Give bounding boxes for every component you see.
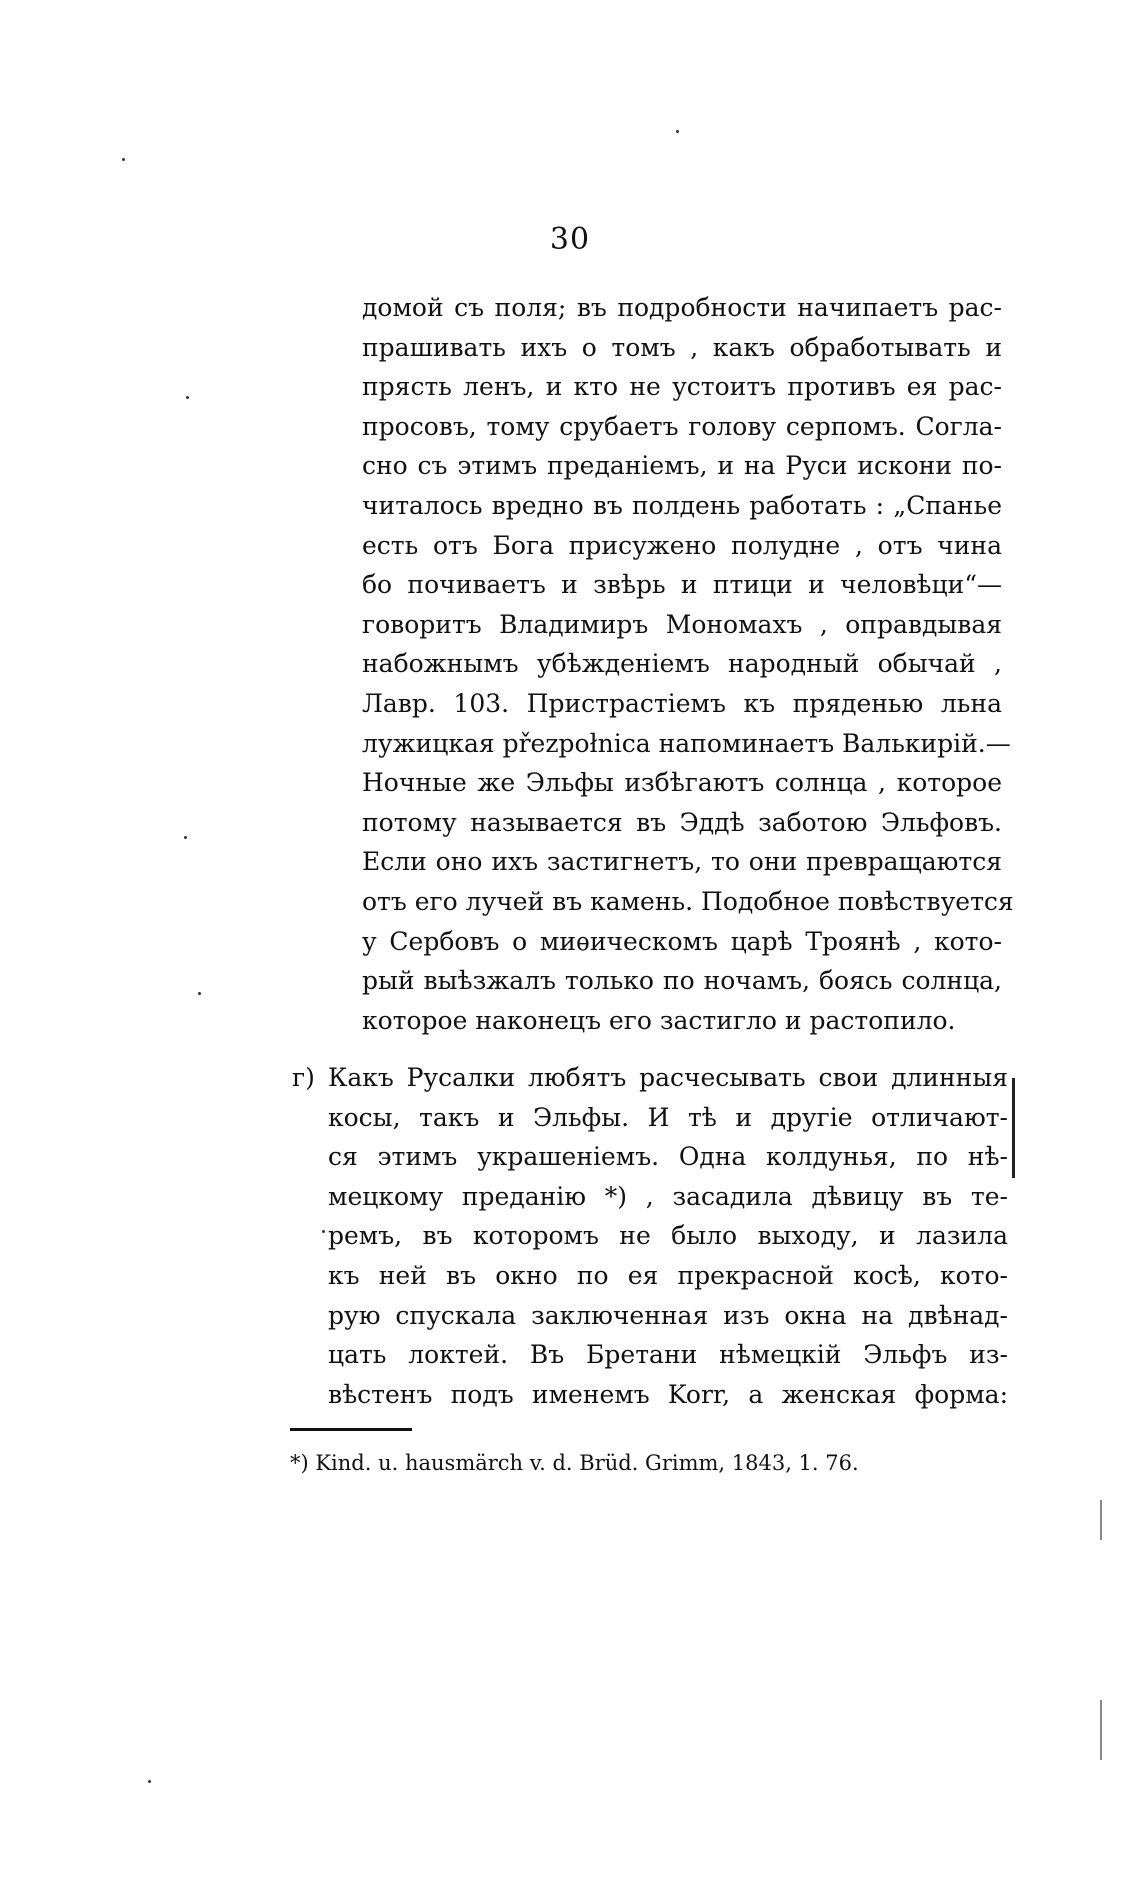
text-line: бо почиваетъ и звѣрь и птици и человѣци“— [362, 570, 1002, 600]
text-line: у Сербовъ о миѳическомъ царѣ Троянѣ , кото- [362, 926, 1002, 956]
item-first-line-text: Какъ Русалки любятъ расчесывать свои длинныя [328, 1063, 1008, 1092]
text-line: рый выѣзжалъ только по ночамъ, боясь солнца, [362, 966, 1002, 996]
page-edge-mark [1100, 1500, 1102, 1540]
page-number: 30 [549, 222, 591, 257]
text-line: прашивать ихъ о томъ , какъ обработывать и [362, 332, 1002, 362]
text-line: цать локтей. Въ Бретани нѣмецкій Эльфъ из- [328, 1340, 1008, 1370]
paper-speck [676, 130, 679, 133]
item-paragraph [292, 1058, 1008, 1414]
text-line: набожнымъ убѣжденіемъ народный обычай , [362, 649, 1002, 679]
text-line [292, 1058, 1008, 1098]
text-line: ремъ, въ которомъ не было выходу, и лазила [328, 1221, 1008, 1251]
main-paragraph [362, 288, 1014, 1040]
paper-speck [148, 1780, 151, 1783]
footnote: *) Kind. u. hausmärch v. d. Brüd. Grimm, 1843, 1. 76. [290, 1451, 859, 1475]
page-edge-mark [1100, 1700, 1102, 1760]
paper-speck [122, 158, 125, 161]
text-line: мецкому преданію *) , засадила дѣвицу въ те- [328, 1181, 1008, 1211]
text-line: говоритъ Владимиръ Мономахъ , оправдывая [362, 609, 1002, 639]
item-marker: г) [292, 1063, 315, 1092]
paper-speck [186, 396, 189, 399]
text-line: которое наконецъ его застигло и растопило. [362, 1005, 956, 1035]
text-line: читалось вредно въ полдень работать : „Спанье [362, 490, 1002, 520]
text-line: къ ней въ окно по ея прекрасной косѣ, кото- [328, 1260, 1008, 1290]
text-line: сно съ этимъ преданіемъ, и на Руси искони по- [362, 451, 1002, 481]
text-line: прясть ленъ, и кто не устоитъ противъ ея рас- [362, 372, 1002, 402]
footnote-rule [290, 1428, 412, 1431]
text-line: есть отъ Бога присужено полудне , отъ чина [362, 530, 1002, 560]
paper-speck [184, 836, 187, 839]
text-line: лужицкая přezpołnica напоминаетъ Валькирій.— [362, 728, 1011, 758]
text-line: рую спускала заключенная изъ окна на двѣнад- [328, 1300, 1008, 1330]
text-line: просовъ, тому срубаетъ голову серпомъ. Согла- [362, 411, 1002, 441]
text-line: косы, такъ и Эльфы. И тѣ и другіе отличают- [328, 1102, 1008, 1132]
text-line: ся этимъ украшеніемъ. Одна колдунья, по нѣ- [328, 1142, 1008, 1172]
text-line: Если оно ихъ застигнетъ, то они превращаются [362, 847, 1002, 877]
margin-mark [1012, 1078, 1015, 1178]
text-line: вѣстенъ подъ именемъ Korr, а женская форма: [328, 1379, 1008, 1409]
text-line: потому называется въ Эддѣ заботою Эльфовъ. [362, 807, 1002, 837]
text-line: Лавр. 103. Пристрастіемъ къ пряденью льна [362, 688, 1002, 718]
paper-speck [198, 992, 201, 995]
text-line: отъ его лучей въ камень. Подобное повѣствуется [362, 886, 1014, 916]
text-line: домой съ поля; въ подробности начипаетъ рас- [362, 293, 1002, 322]
text-line: Ночные же Эльфы избѣгаютъ солнца , которое [362, 768, 1002, 798]
paper-speck [322, 1230, 325, 1233]
